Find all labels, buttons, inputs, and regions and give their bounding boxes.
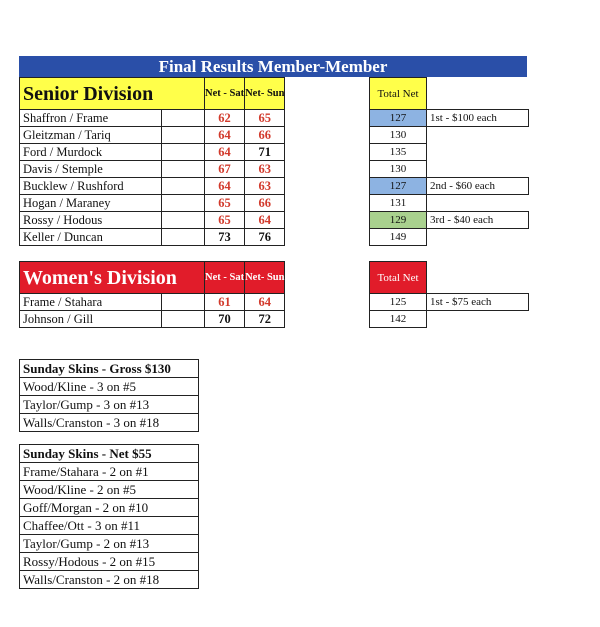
total-net-value: 142: [370, 311, 427, 328]
net-sun-score: 66: [245, 127, 285, 144]
prize-label: 3rd - $40 each: [427, 212, 529, 229]
skin-entry: Wood/Kline - 2 on #5: [20, 481, 199, 499]
list-item: [20, 396, 199, 414]
net-sun-score: 65: [245, 110, 285, 127]
prize-label: [427, 144, 529, 161]
senior-totals-table: [369, 77, 529, 246]
skin-entry: Walls/Cranston - 2 on #18: [20, 571, 199, 589]
net-sun-score: 72: [245, 311, 285, 328]
table-row: [370, 144, 529, 161]
women-totals-table: [369, 261, 529, 328]
net-sat-score: 64: [205, 178, 245, 195]
table-row: [370, 311, 529, 328]
spacer-cell: [162, 178, 205, 195]
table-row: [370, 178, 529, 195]
total-net-value: 127: [370, 178, 427, 195]
prize-label: [427, 311, 529, 328]
table-row: [20, 110, 285, 127]
table-row: [370, 127, 529, 144]
women-division-table: [19, 261, 285, 328]
skin-entry: Frame/Stahara - 2 on #1: [20, 463, 199, 481]
senior-total-net-header: Total Net: [370, 78, 427, 110]
prize-label: 2nd - $60 each: [427, 178, 529, 195]
net-sun-score: 63: [245, 161, 285, 178]
net-sat-score: 70: [205, 311, 245, 328]
spacer-cell: [162, 110, 205, 127]
spacer-cell: [162, 294, 205, 311]
net-sat-score: 65: [205, 212, 245, 229]
net-sat-score: 67: [205, 161, 245, 178]
table-row: [20, 311, 285, 328]
women-col-sun: Net- Sun: [245, 262, 285, 294]
table-row: [20, 229, 285, 246]
skin-entry: Rossy/Hodous - 2 on #15: [20, 553, 199, 571]
total-net-value: 129: [370, 212, 427, 229]
table-row: [370, 161, 529, 178]
prize-label: [427, 161, 529, 178]
list-item: [20, 535, 199, 553]
total-net-value: 125: [370, 294, 427, 311]
list-item: [20, 378, 199, 396]
team-name: Davis / Stemple: [20, 161, 162, 178]
total-net-value: 135: [370, 144, 427, 161]
team-name: Johnson / Gill: [20, 311, 162, 328]
table-row: [370, 294, 529, 311]
list-item: [20, 481, 199, 499]
net-sun-score: 64: [245, 212, 285, 229]
skin-entry: Taylor/Gump - 3 on #13: [20, 396, 199, 414]
skins-net-title: Sunday Skins - Net $55: [20, 445, 199, 463]
net-sat-score: 64: [205, 144, 245, 161]
list-item: [20, 571, 199, 589]
prize-label: [427, 195, 529, 212]
net-sun-score: 66: [245, 195, 285, 212]
women-col-sat: Net - Sat: [205, 262, 245, 294]
list-item: [20, 499, 199, 517]
table-row: [20, 144, 285, 161]
net-sat-score: 64: [205, 127, 245, 144]
skins-net-table: [19, 444, 199, 589]
net-sat-score: 62: [205, 110, 245, 127]
total-net-value: 130: [370, 127, 427, 144]
skins-gross-table: [19, 359, 199, 432]
table-row: [370, 212, 529, 229]
senior-division-table: [19, 77, 285, 246]
women-total-net-header: Total Net: [370, 262, 427, 294]
team-name: Hogan / Maraney: [20, 195, 162, 212]
skin-entry: Walls/Cranston - 3 on #18: [20, 414, 199, 432]
total-net-value: 149: [370, 229, 427, 246]
list-item: [20, 553, 199, 571]
net-sat-score: 73: [205, 229, 245, 246]
team-name: Gleitzman / Tariq: [20, 127, 162, 144]
women-division-title: Women's Division: [20, 262, 205, 294]
results-banner: Final Results Member-Member: [19, 56, 527, 77]
spacer-cell: [162, 195, 205, 212]
table-row: [20, 178, 285, 195]
spacer-cell: [162, 161, 205, 178]
team-name: Keller / Duncan: [20, 229, 162, 246]
table-row: [20, 195, 285, 212]
team-name: Rossy / Hodous: [20, 212, 162, 229]
prize-label: 1st - $75 each: [427, 294, 529, 311]
spacer-cell: [162, 311, 205, 328]
net-sat-score: 65: [205, 195, 245, 212]
table-row: [20, 127, 285, 144]
skin-entry: Taylor/Gump - 2 on #13: [20, 535, 199, 553]
prize-label: [427, 229, 529, 246]
team-name: Bucklew / Rushford: [20, 178, 162, 195]
net-sat-score: 61: [205, 294, 245, 311]
table-row: [370, 229, 529, 246]
list-item: [20, 517, 199, 535]
list-item: [20, 414, 199, 432]
list-item: [20, 463, 199, 481]
total-net-value: 130: [370, 161, 427, 178]
net-sun-score: 76: [245, 229, 285, 246]
total-net-value: 127: [370, 110, 427, 127]
table-row: [20, 212, 285, 229]
net-sun-score: 63: [245, 178, 285, 195]
net-sun-score: 64: [245, 294, 285, 311]
spacer-cell: [162, 229, 205, 246]
table-row: [370, 195, 529, 212]
skin-entry: Wood/Kline - 3 on #5: [20, 378, 199, 396]
spacer-cell: [162, 127, 205, 144]
skins-gross-title: Sunday Skins - Gross $130: [20, 360, 199, 378]
table-row: [20, 294, 285, 311]
prize-label: [427, 127, 529, 144]
senior-division-title: Senior Division: [20, 78, 205, 110]
team-name: Frame / Stahara: [20, 294, 162, 311]
table-row: [20, 161, 285, 178]
table-row: [370, 110, 529, 127]
skin-entry: Chaffee/Ott - 3 on #11: [20, 517, 199, 535]
spacer-cell: [162, 212, 205, 229]
senior-col-sun: Net- Sun: [245, 78, 285, 110]
senior-col-sat: Net - Sat: [205, 78, 245, 110]
prize-label: 1st - $100 each: [427, 110, 529, 127]
spacer-cell: [162, 144, 205, 161]
team-name: Ford / Murdock: [20, 144, 162, 161]
skin-entry: Goff/Morgan - 2 on #10: [20, 499, 199, 517]
net-sun-score: 71: [245, 144, 285, 161]
total-net-value: 131: [370, 195, 427, 212]
team-name: Shaffron / Frame: [20, 110, 162, 127]
